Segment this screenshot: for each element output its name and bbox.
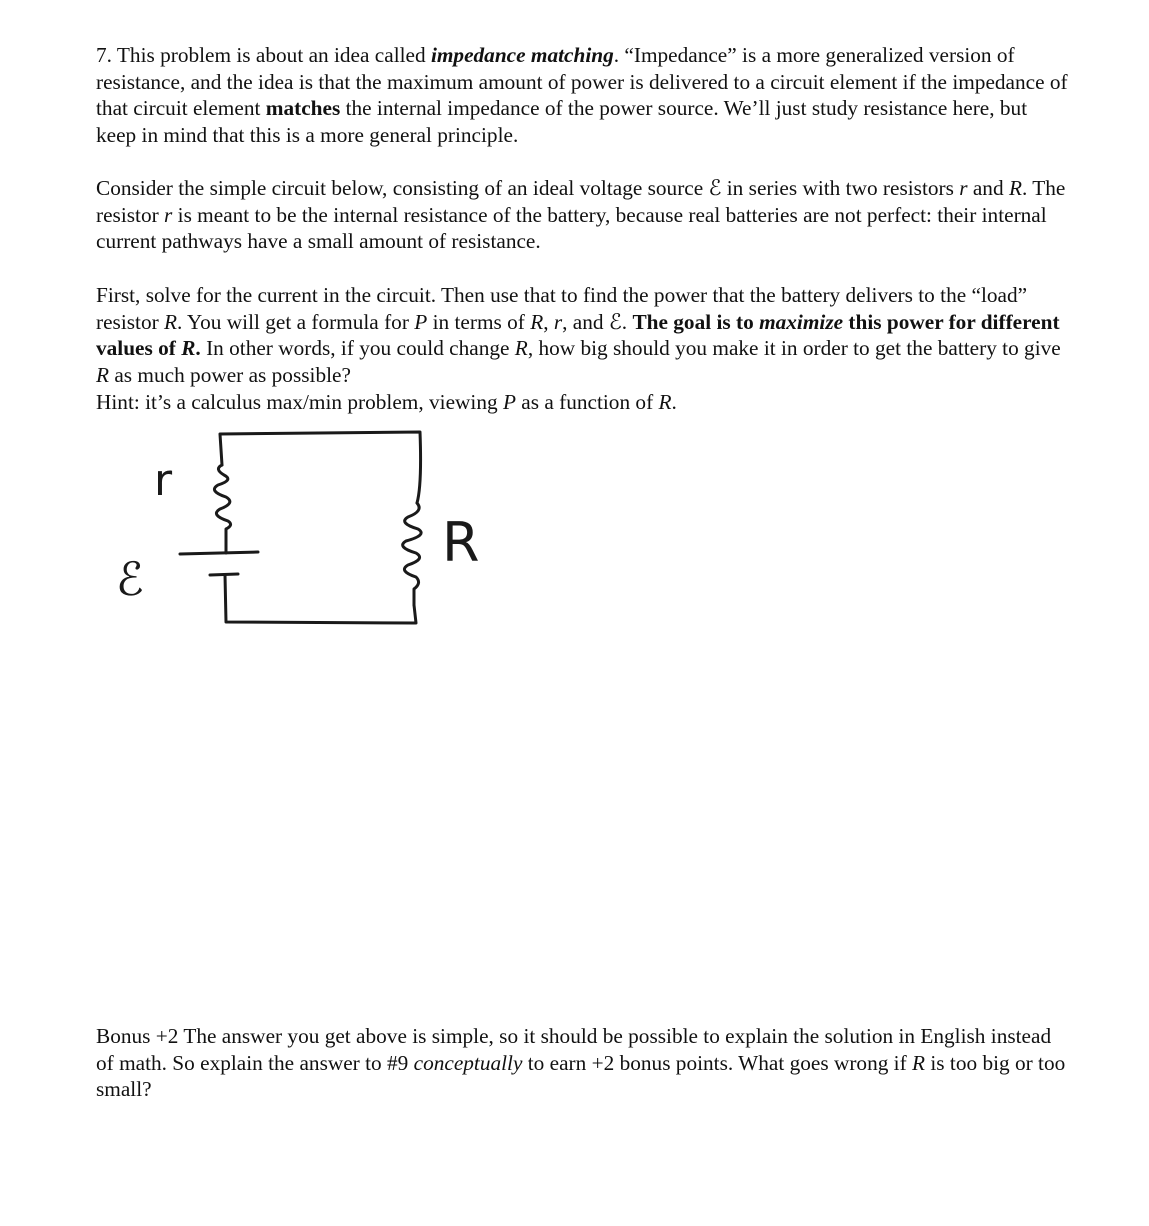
goal-text: The goal is to (632, 309, 760, 334)
emphasis-matches: matches (265, 96, 341, 121)
label-r: r (154, 455, 173, 506)
goal-var-R: R (181, 336, 196, 361)
text: . You will get a formula for (177, 309, 415, 334)
var-R: R (514, 336, 528, 361)
goal-maximize: maximize (759, 309, 844, 334)
emphasis-conceptually: conceptually (413, 1050, 523, 1075)
goal-text: . (195, 336, 201, 361)
var-R: R (912, 1050, 926, 1075)
var-R: R (164, 309, 178, 334)
var-R: R (1008, 176, 1022, 200)
var-r: r (959, 176, 968, 200)
emf-symbol: ℰ (708, 176, 722, 200)
circuit-diagram (110, 425, 490, 635)
text: Consider the simple circuit below, consisting of an ideal voltage source (96, 176, 709, 200)
text: . The resistor (96, 176, 1066, 227)
text: First, solve for the current in the circuit. Then use that to find the power that the battery delivers to the “load” resistor (96, 283, 1028, 334)
load-resistor-R (403, 503, 421, 605)
var-R: R (530, 309, 544, 334)
text: in terms of (427, 309, 531, 334)
battery-long-plate (180, 552, 258, 554)
circuit-description-paragraph (96, 175, 1071, 255)
hint-text: as a function of (515, 389, 659, 414)
text: . “Impedance” is a more generalized version of resistance, and the idea is that the maximum amount of power is delivered to a circuit element if the impedance of that circuit element (96, 43, 1068, 121)
label-emf: ℰ (116, 552, 144, 606)
goal-text: this power for different values of (96, 309, 1060, 361)
text: to earn +2 bonus points. What goes wrong if (522, 1050, 913, 1075)
var-R: R (658, 389, 672, 414)
term-impedance-matching: impedance matching (430, 43, 614, 67)
internal-resistor-r (214, 465, 230, 553)
hint-text: . (671, 389, 677, 414)
problem-intro-paragraph (96, 42, 1071, 149)
bottom-wire (225, 575, 416, 623)
task-paragraph (96, 282, 1071, 416)
var-r: r (553, 309, 563, 334)
text: in series with two resistors (721, 176, 960, 200)
text: , how big should you make it in order to get the battery to give (527, 336, 1061, 361)
emf-symbol: ℰ (608, 309, 622, 334)
bonus-paragraph (96, 1023, 1071, 1103)
text: In other words, if you could change (200, 336, 515, 361)
var-P: P (502, 389, 516, 414)
text: 7. This problem is about an idea called (96, 43, 431, 67)
hint-text: Hint: it’s a calculus max/min problem, viewing (96, 389, 503, 414)
text: is meant to be the internal resistance of the battery, because real batteries are not perfect: their internal current pathways have a small amount of resistance. (96, 202, 1047, 254)
var-r: r (164, 202, 173, 227)
text: as much power as possible? (109, 363, 351, 388)
var-P: P (414, 309, 428, 334)
label-R: R (442, 511, 480, 574)
text: is too big or too small? (96, 1050, 1066, 1102)
top-wire (220, 432, 421, 503)
text: and (967, 176, 1009, 200)
var-R: R (96, 363, 110, 388)
text: the internal impedance of the power source. We’ll just study resistance here, but keep in mind that this is a more general principle. (96, 96, 1028, 148)
text: Bonus +2 The answer you get above is simple, so it should be possible to explain the solution in English instead of math. So explain the answer to #9 (96, 1024, 1052, 1075)
text: . (621, 309, 633, 334)
text: , (543, 309, 554, 334)
text: , and (562, 309, 609, 334)
